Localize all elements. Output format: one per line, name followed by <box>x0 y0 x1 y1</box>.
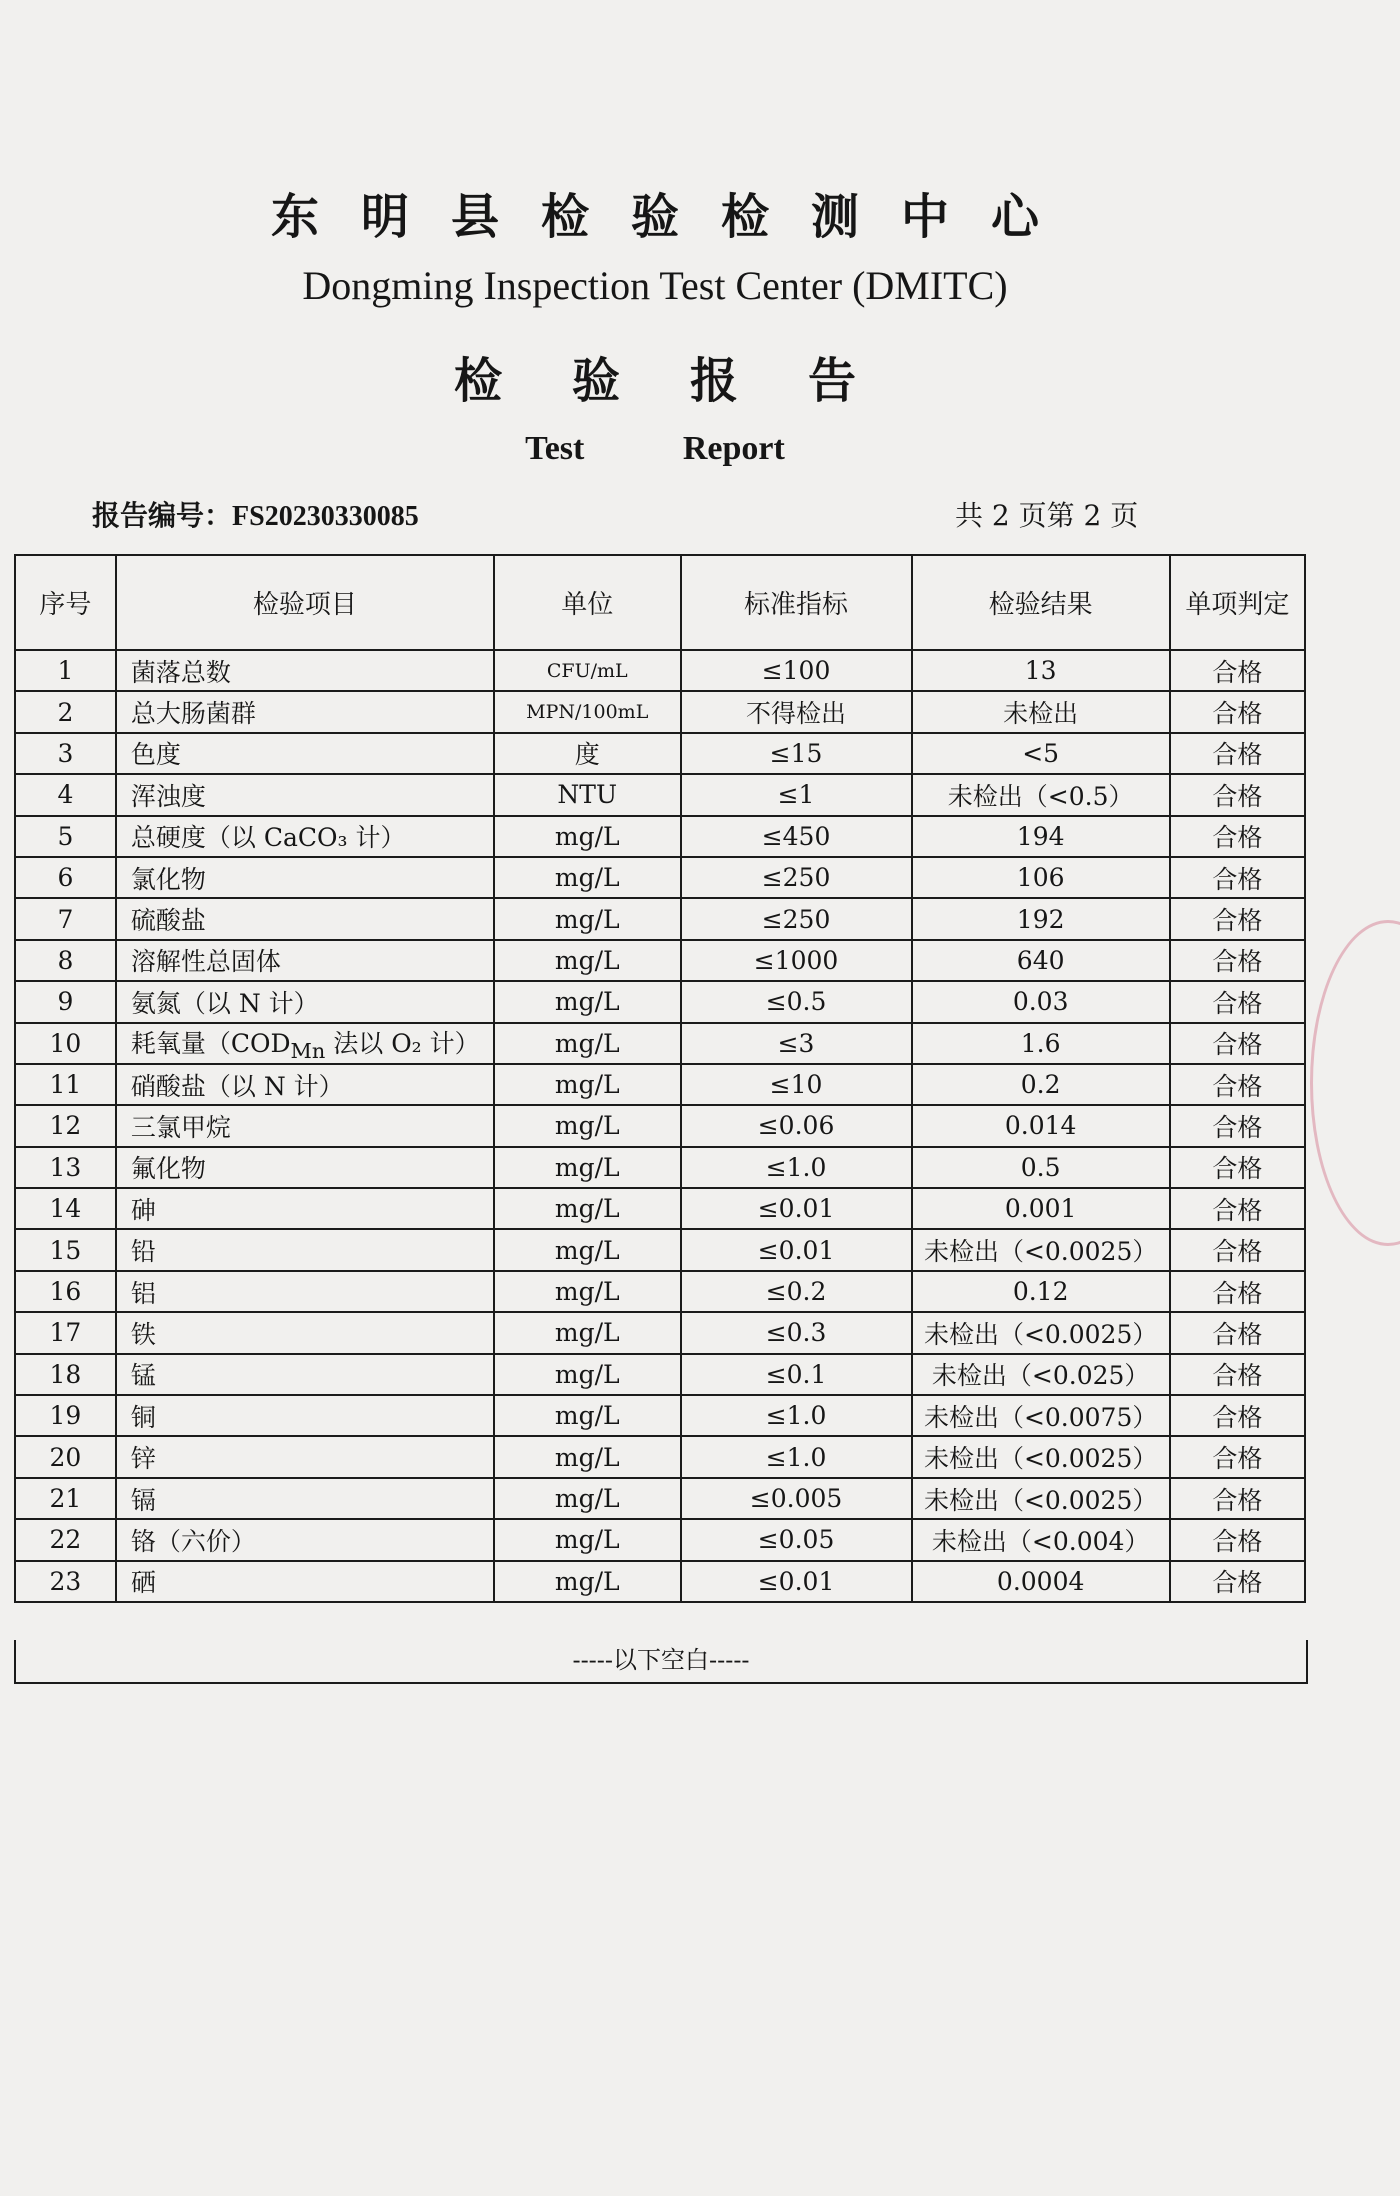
cell-item: 硝酸盐（以 N 计） <box>116 1064 494 1105</box>
cell-result: 未检出（<0.0025） <box>912 1312 1170 1353</box>
cell-standard: ≤250 <box>681 898 912 939</box>
cell-judgement: 合格 <box>1170 733 1305 774</box>
table-row <box>15 1561 1305 1602</box>
cell-result: 未检出（<0.0025） <box>912 1436 1170 1477</box>
cell-item: 锌 <box>116 1436 494 1477</box>
report-title-en-word-2: Report <box>682 430 785 467</box>
header-unit: 单位 <box>494 555 681 650</box>
cell-seq: 2 <box>15 691 116 732</box>
cell-result: 106 <box>912 857 1170 898</box>
cell-result: 1.6 <box>912 1023 1170 1064</box>
cell-seq: 4 <box>15 774 116 815</box>
table-row <box>15 816 1305 857</box>
table-row <box>15 733 1305 774</box>
cell-unit: mg/L <box>494 940 681 981</box>
cell-standard: ≤0.01 <box>681 1229 912 1270</box>
cell-unit: NTU <box>494 774 681 815</box>
cell-judgement: 合格 <box>1170 1188 1305 1229</box>
cell-unit: mg/L <box>494 1312 681 1353</box>
cell-unit: mg/L <box>494 1147 681 1188</box>
cell-standard: ≤0.06 <box>681 1105 912 1146</box>
cell-standard: ≤1.0 <box>681 1436 912 1477</box>
cell-judgement: 合格 <box>1170 1023 1305 1064</box>
cell-judgement: 合格 <box>1170 857 1305 898</box>
cell-standard: ≤450 <box>681 816 912 857</box>
cell-unit: mg/L <box>494 1105 681 1146</box>
cell-standard: ≤0.005 <box>681 1478 912 1519</box>
table-row <box>15 1519 1305 1560</box>
report-title-cn: 检验报告 <box>453 353 926 409</box>
cell-standard: ≤0.01 <box>681 1561 912 1602</box>
cell-judgement: 合格 <box>1170 1478 1305 1519</box>
cell-judgement: 合格 <box>1170 1229 1305 1270</box>
cell-seq: 19 <box>15 1395 116 1436</box>
cell-standard: ≤100 <box>681 650 912 691</box>
cell-result: 0.12 <box>912 1271 1170 1312</box>
cell-result: 0.014 <box>912 1105 1170 1146</box>
cell-seq: 9 <box>15 981 116 1022</box>
table-row <box>15 1023 1305 1064</box>
cell-judgement: 合格 <box>1170 940 1305 981</box>
cell-item: 色度 <box>116 733 494 774</box>
cell-seq: 17 <box>15 1312 116 1353</box>
cell-result: 0.5 <box>912 1147 1170 1188</box>
cell-item: 铜 <box>116 1395 494 1436</box>
cell-unit: CFU/mL <box>494 650 681 691</box>
cell-result: 未检出（<0.004） <box>912 1519 1170 1560</box>
cell-item: 总大肠菌群 <box>116 691 494 732</box>
table-row <box>15 1271 1305 1312</box>
center-title-en: Dongming Inspection Test Center (DMITC) <box>302 263 1008 308</box>
cell-unit: mg/L <box>494 1436 681 1477</box>
cell-judgement: 合格 <box>1170 981 1305 1022</box>
cell-item: 溶解性总固体 <box>116 940 494 981</box>
cell-standard: ≤1.0 <box>681 1395 912 1436</box>
cell-judgement: 合格 <box>1170 1395 1305 1436</box>
cell-unit: mg/L <box>494 1395 681 1436</box>
center-title-cn: 东明县检验检测中心 <box>270 189 1081 245</box>
table-row <box>15 1354 1305 1395</box>
header-result: 检验结果 <box>912 555 1170 650</box>
cell-unit: mg/L <box>494 898 681 939</box>
header-item: 检验项目 <box>116 555 494 650</box>
table-row <box>15 1478 1305 1519</box>
cell-unit: mg/L <box>494 981 681 1022</box>
cell-unit: mg/L <box>494 1188 681 1229</box>
table-header-row <box>15 555 1305 650</box>
cell-standard: ≤0.1 <box>681 1354 912 1395</box>
cell-standard: ≤1 <box>681 774 912 815</box>
cell-seq: 8 <box>15 940 116 981</box>
cell-seq: 11 <box>15 1064 116 1105</box>
cell-unit: 度 <box>494 733 681 774</box>
report-number <box>92 494 419 534</box>
cell-unit: MPN/100mL <box>494 691 681 732</box>
table-row <box>15 1395 1305 1436</box>
cell-seq: 21 <box>15 1478 116 1519</box>
cell-item: 总硬度（以 CaCO₃ 计） <box>116 816 494 857</box>
cell-result: 未检出（<0.0025） <box>912 1478 1170 1519</box>
cell-seq: 20 <box>15 1436 116 1477</box>
cell-judgement: 合格 <box>1170 816 1305 857</box>
table-row <box>15 1064 1305 1105</box>
cell-result: <5 <box>912 733 1170 774</box>
cell-judgement: 合格 <box>1170 1271 1305 1312</box>
cell-result: 未检出（<0.025） <box>912 1354 1170 1395</box>
cell-unit: mg/L <box>494 1354 681 1395</box>
cell-item: 氯化物 <box>116 857 494 898</box>
table-row <box>15 774 1305 815</box>
table-row <box>15 1188 1305 1229</box>
cell-judgement: 合格 <box>1170 650 1305 691</box>
cell-judgement: 合格 <box>1170 898 1305 939</box>
report-title-en-word-1: Test <box>525 430 585 467</box>
cell-seq: 22 <box>15 1519 116 1560</box>
cell-seq: 3 <box>15 733 116 774</box>
table-body <box>15 650 1305 1602</box>
cell-standard: 不得检出 <box>681 691 912 732</box>
cell-item: 三氯甲烷 <box>116 1105 494 1146</box>
cell-standard: ≤10 <box>681 1064 912 1105</box>
cell-item: 硒 <box>116 1561 494 1602</box>
cell-result: 0.001 <box>912 1188 1170 1229</box>
cell-judgement: 合格 <box>1170 1064 1305 1105</box>
cell-seq: 15 <box>15 1229 116 1270</box>
cell-judgement: 合格 <box>1170 1147 1305 1188</box>
table-row <box>15 1436 1305 1477</box>
cell-seq: 18 <box>15 1354 116 1395</box>
cell-seq: 1 <box>15 650 116 691</box>
cell-item: 耗氧量（$COD_{Mn}$ 法以 O₂ 计） <box>116 1023 494 1064</box>
header-seq: 序号 <box>15 555 116 650</box>
cell-result: 未检出（<0.0025） <box>912 1229 1170 1270</box>
cell-seq: 7 <box>15 898 116 939</box>
cell-item: 锰 <box>116 1354 494 1395</box>
table-row <box>15 1105 1305 1146</box>
cell-standard: ≤0.3 <box>681 1312 912 1353</box>
cell-judgement: 合格 <box>1170 1519 1305 1560</box>
cell-judgement: 合格 <box>1170 1561 1305 1602</box>
cell-standard: ≤250 <box>681 857 912 898</box>
cell-standard: ≤0.01 <box>681 1188 912 1229</box>
report-title-en <box>0 430 1310 468</box>
cell-seq: 10 <box>15 1023 116 1064</box>
table-row <box>15 857 1305 898</box>
cell-judgement: 合格 <box>1170 774 1305 815</box>
cell-result: 未检出（<0.0075） <box>912 1395 1170 1436</box>
cell-seq: 5 <box>15 816 116 857</box>
cell-item: 铝 <box>116 1271 494 1312</box>
cell-item: 硫酸盐 <box>116 898 494 939</box>
cell-judgement: 合格 <box>1170 1105 1305 1146</box>
cell-result: 13 <box>912 650 1170 691</box>
cell-result: 192 <box>912 898 1170 939</box>
cell-seq: 12 <box>15 1105 116 1146</box>
cell-unit: mg/L <box>494 1519 681 1560</box>
cell-result: 0.03 <box>912 981 1170 1022</box>
header-judgement: 单项判定 <box>1170 555 1305 650</box>
cell-seq: 13 <box>15 1147 116 1188</box>
header-standard: 标准指标 <box>681 555 912 650</box>
cell-result: 0.0004 <box>912 1561 1170 1602</box>
cell-item: 铁 <box>116 1312 494 1353</box>
cell-standard: ≤1.0 <box>681 1147 912 1188</box>
cell-unit: mg/L <box>494 857 681 898</box>
cell-judgement: 合格 <box>1170 1354 1305 1395</box>
table-row <box>15 940 1305 981</box>
cell-judgement: 合格 <box>1170 691 1305 732</box>
cell-unit: mg/L <box>494 816 681 857</box>
cell-item: 氨氮（以 N 计） <box>116 981 494 1022</box>
cell-standard: ≤0.5 <box>681 981 912 1022</box>
cell-judgement: 合格 <box>1170 1436 1305 1477</box>
cell-item: 浑浊度 <box>116 774 494 815</box>
results-table <box>14 554 1306 1603</box>
cell-unit: mg/L <box>494 1561 681 1602</box>
table-row <box>15 898 1305 939</box>
blank-below-note: -----以下空白----- <box>14 1640 1308 1684</box>
cell-item: 镉 <box>116 1478 494 1519</box>
cell-result: 未检出（<0.5） <box>912 774 1170 815</box>
cell-judgement: 合格 <box>1170 1312 1305 1353</box>
cell-unit: mg/L <box>494 1478 681 1519</box>
cell-item: 铬（六价） <box>116 1519 494 1560</box>
report-number-label: 报告编号： <box>92 499 233 532</box>
cell-standard: ≤3 <box>681 1023 912 1064</box>
cell-standard: ≤0.2 <box>681 1271 912 1312</box>
cell-result: 未检出 <box>912 691 1170 732</box>
cell-result: 0.2 <box>912 1064 1170 1105</box>
cell-item: 菌落总数 <box>116 650 494 691</box>
cell-standard: ≤0.05 <box>681 1519 912 1560</box>
cell-seq: 14 <box>15 1188 116 1229</box>
cell-result: 194 <box>912 816 1170 857</box>
cell-unit: mg/L <box>494 1229 681 1270</box>
cell-item: 铅 <box>116 1229 494 1270</box>
table-row <box>15 1229 1305 1270</box>
table-row <box>15 1147 1305 1188</box>
cell-item: 氟化物 <box>116 1147 494 1188</box>
cell-unit: mg/L <box>494 1023 681 1064</box>
cell-unit: mg/L <box>494 1271 681 1312</box>
table-row <box>15 981 1305 1022</box>
cell-standard: ≤1000 <box>681 940 912 981</box>
report-number-value: FS20230330085 <box>232 501 419 532</box>
table-row <box>15 1312 1305 1353</box>
cell-seq: 23 <box>15 1561 116 1602</box>
table-row <box>15 650 1305 691</box>
red-seal-stamp <box>1310 920 1400 1246</box>
cell-seq: 6 <box>15 857 116 898</box>
cell-seq: 16 <box>15 1271 116 1312</box>
table-row <box>15 691 1305 732</box>
cell-standard: ≤15 <box>681 733 912 774</box>
cell-unit: mg/L <box>494 1064 681 1105</box>
cell-item: 砷 <box>116 1188 494 1229</box>
page-info: 共 2 页第 2 页 <box>955 499 1139 532</box>
cell-result: 640 <box>912 940 1170 981</box>
